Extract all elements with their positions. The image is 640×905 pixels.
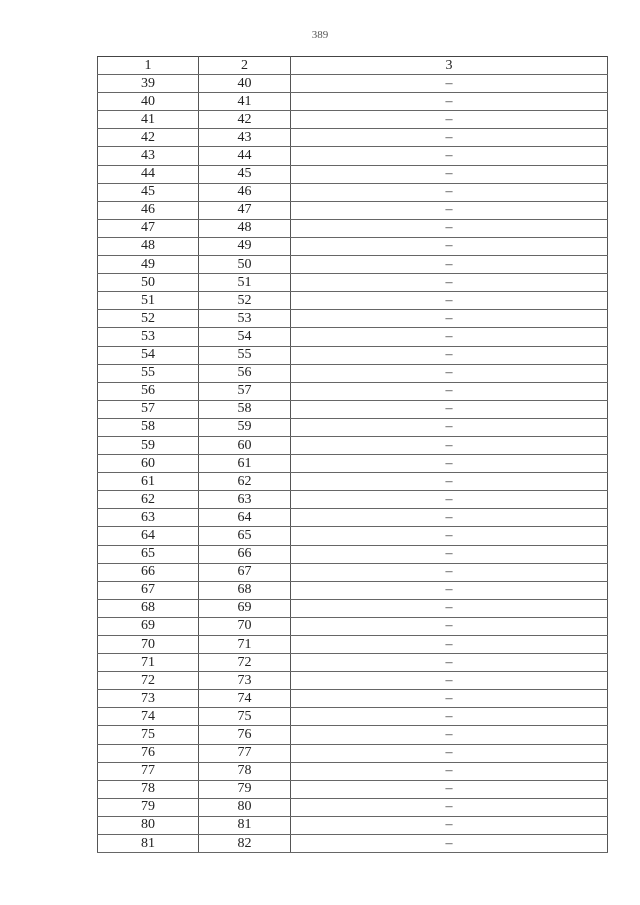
table-cell-col-2: 59 [199,418,291,436]
table-cell-col-2: 55 [199,346,291,364]
table-cell-col-3: – [291,473,608,491]
table-row [98,491,608,509]
table-cell-col-3: – [291,581,608,599]
table-cell-col-2: 41 [199,93,291,111]
table-cell-col-2: 72 [199,654,291,672]
table-cell-col-2: 70 [199,617,291,635]
table-cell-col-3: – [291,364,608,382]
table-cell-col-1: 79 [98,798,199,816]
table-cell-col-3: – [291,274,608,292]
table-cell-col-3: – [291,617,608,635]
table-cell-col-2: 81 [199,816,291,834]
table-row [98,400,608,418]
table-cell-col-2: 65 [199,527,291,545]
table-cell-col-2: 50 [199,256,291,274]
table-cell-col-1: 53 [98,328,199,346]
table-row [98,201,608,219]
table-cell-col-2: 45 [199,165,291,183]
table-cell-col-1: 39 [98,75,199,93]
table-cell-col-3: – [291,816,608,834]
table-cell-col-1: 52 [98,310,199,328]
table-row [98,636,608,654]
table-row [98,237,608,255]
table-cell-col-2: 42 [199,111,291,129]
table-cell-col-2: 75 [199,708,291,726]
table-cell-col-2: 63 [199,491,291,509]
table-row [98,346,608,364]
table-row [98,816,608,834]
table-cell-col-2: 49 [199,237,291,255]
table-row [98,563,608,581]
table-cell-col-1: 40 [98,93,199,111]
table-cell-col-1: 51 [98,292,199,310]
table-row [98,654,608,672]
table-cell-col-3: – [291,129,608,147]
table-cell-col-2: 60 [199,436,291,454]
table-cell-col-3: – [291,455,608,473]
table-cell-col-2: 40 [199,75,291,93]
table-row [98,708,608,726]
table-cell-col-1: 63 [98,509,199,527]
table-cell-col-2: 44 [199,147,291,165]
table-cell-col-1: 59 [98,436,199,454]
table-row [98,183,608,201]
table-cell-col-3: – [291,762,608,780]
table-row [98,129,608,147]
table-cell-col-1: 48 [98,237,199,255]
table-cell-col-2: 54 [199,328,291,346]
table-row [98,798,608,816]
table-cell-col-1: 75 [98,726,199,744]
table-cell-col-1: 80 [98,816,199,834]
table-cell-col-1: 50 [98,274,199,292]
table-cell-col-2: 48 [199,219,291,237]
table-row [98,274,608,292]
table-cell-col-2: 62 [199,473,291,491]
table-cell-col-1: 54 [98,346,199,364]
table-cell-col-3: – [291,798,608,816]
table-cell-col-2: 64 [199,509,291,527]
table-cell-col-1: 60 [98,455,199,473]
table-cell-col-2: 56 [199,364,291,382]
table-cell-col-2: 61 [199,455,291,473]
table-cell-col-1: 77 [98,762,199,780]
table-cell-col-2: 66 [199,545,291,563]
table-cell-col-2: 47 [199,201,291,219]
table-cell-col-2: 76 [199,726,291,744]
table-cell-col-1: 68 [98,599,199,617]
column-header-3: 3 [291,57,608,75]
table-cell-col-1: 46 [98,201,199,219]
table-cell-col-3: – [291,292,608,310]
table-cell-col-3: – [291,835,608,853]
table-cell-col-3: – [291,436,608,454]
table-cell-col-1: 45 [98,183,199,201]
table-row [98,93,608,111]
table-cell-col-1: 81 [98,835,199,853]
table-cell-col-3: – [291,328,608,346]
table-row [98,256,608,274]
table-cell-col-3: – [291,708,608,726]
table-row [98,599,608,617]
table-cell-col-3: – [291,93,608,111]
table-cell-col-1: 41 [98,111,199,129]
table-row [98,328,608,346]
column-header-2: 2 [199,57,291,75]
table-cell-col-3: – [291,545,608,563]
table-body [98,75,608,853]
table-cell-col-1: 47 [98,219,199,237]
table-cell-col-3: – [291,599,608,617]
table-row [98,165,608,183]
table-row [98,527,608,545]
table-cell-col-3: – [291,219,608,237]
table-row [98,690,608,708]
table-row [98,436,608,454]
table-cell-col-2: 73 [199,672,291,690]
table-cell-col-2: 69 [199,599,291,617]
table-cell-col-2: 46 [199,183,291,201]
table-cell-col-1: 72 [98,672,199,690]
table-cell-col-2: 68 [199,581,291,599]
table-cell-col-3: – [291,382,608,400]
table-cell-col-3: – [291,636,608,654]
table-row [98,744,608,762]
table-cell-col-1: 66 [98,563,199,581]
table-cell-col-1: 44 [98,165,199,183]
data-table [97,56,608,853]
table-cell-col-3: – [291,672,608,690]
table-row [98,780,608,798]
table-cell-col-2: 43 [199,129,291,147]
table-cell-col-1: 61 [98,473,199,491]
table-cell-col-3: – [291,491,608,509]
table-cell-col-1: 58 [98,418,199,436]
table-cell-col-2: 78 [199,762,291,780]
table-cell-col-1: 57 [98,400,199,418]
table-cell-col-3: – [291,237,608,255]
table-cell-col-2: 71 [199,636,291,654]
table-cell-col-2: 53 [199,310,291,328]
table-cell-col-3: – [291,780,608,798]
table-row [98,219,608,237]
table-row [98,545,608,563]
table-cell-col-2: 74 [199,690,291,708]
table-row [98,509,608,527]
table-cell-col-2: 58 [199,400,291,418]
table-cell-col-3: – [291,654,608,672]
table-cell-col-1: 42 [98,129,199,147]
table-row [98,835,608,853]
table-cell-col-3: – [291,75,608,93]
table-cell-col-3: – [291,201,608,219]
table-cell-col-3: – [291,183,608,201]
table-cell-col-1: 64 [98,527,199,545]
table-row [98,455,608,473]
column-header-1: 1 [98,57,199,75]
table-cell-col-2: 79 [199,780,291,798]
table-row [98,292,608,310]
table-row [98,726,608,744]
table-cell-col-1: 70 [98,636,199,654]
table-cell-col-1: 65 [98,545,199,563]
table-row [98,672,608,690]
table-cell-col-3: – [291,256,608,274]
table-cell-col-1: 71 [98,654,199,672]
table-header [98,57,608,75]
table-cell-col-2: 67 [199,563,291,581]
table-cell-col-3: – [291,563,608,581]
table-cell-col-1: 76 [98,744,199,762]
table-cell-col-3: – [291,346,608,364]
table-cell-col-3: – [291,744,608,762]
table-cell-col-1: 78 [98,780,199,798]
table-cell-col-3: – [291,726,608,744]
table-row [98,382,608,400]
table-cell-col-2: 80 [199,798,291,816]
table-cell-col-1: 55 [98,364,199,382]
table-row [98,111,608,129]
table-cell-col-1: 67 [98,581,199,599]
table-cell-col-3: – [291,111,608,129]
table-cell-col-2: 51 [199,274,291,292]
page-number: 389 [311,29,329,41]
table-cell-col-3: – [291,690,608,708]
table-cell-col-2: 77 [199,744,291,762]
table-header-row [98,57,608,75]
table-row [98,617,608,635]
table-row [98,310,608,328]
table-row [98,75,608,93]
table-cell-col-3: – [291,165,608,183]
table-cell-col-2: 52 [199,292,291,310]
table-cell-col-2: 57 [199,382,291,400]
table-row [98,762,608,780]
table-cell-col-3: – [291,509,608,527]
table-cell-col-1: 62 [98,491,199,509]
table-cell-col-3: – [291,418,608,436]
table-cell-col-3: – [291,400,608,418]
table-cell-col-1: 74 [98,708,199,726]
table-cell-col-1: 56 [98,382,199,400]
table-row [98,418,608,436]
table-row [98,364,608,382]
table-cell-col-1: 43 [98,147,199,165]
table-cell-col-3: – [291,147,608,165]
table-cell-col-1: 69 [98,617,199,635]
table-cell-col-1: 49 [98,256,199,274]
table-cell-col-3: – [291,310,608,328]
table-row [98,581,608,599]
table-cell-col-3: – [291,527,608,545]
table-cell-col-1: 73 [98,690,199,708]
table-row [98,473,608,491]
table-row [98,147,608,165]
table-cell-col-2: 82 [199,835,291,853]
